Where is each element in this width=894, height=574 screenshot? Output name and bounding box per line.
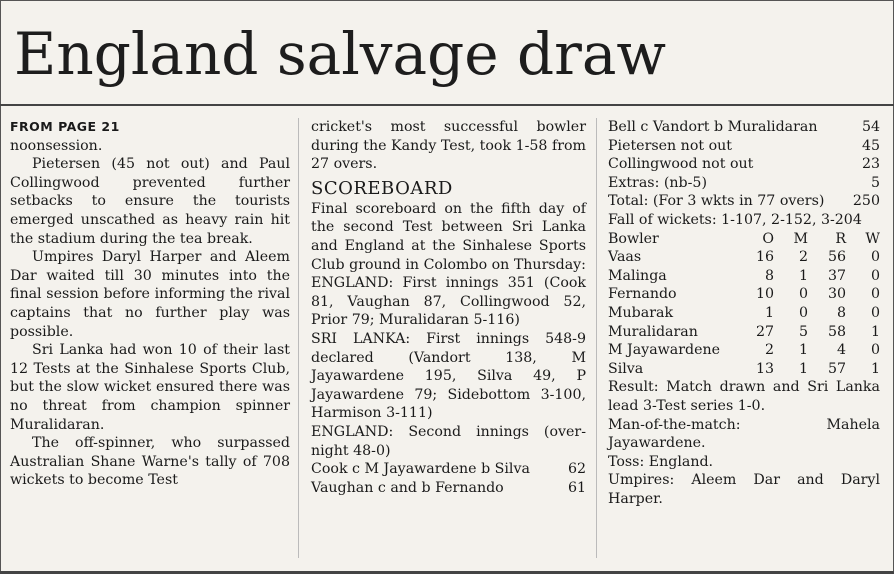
wickets: 0 xyxy=(870,286,880,303)
headline: England salvage draw xyxy=(14,20,667,88)
overs: 16 xyxy=(755,249,774,266)
paragraph: SRI LANKA: First innings 548-9 declared (Vandort 138, M Jayawardene 195, Silva 49, P Jayawardene 79; Sidebottom 3-100, Harmison 3-111) xyxy=(311,330,586,422)
column-1 xyxy=(10,118,290,490)
column-3 xyxy=(608,118,880,508)
bowler: Fernando xyxy=(608,286,677,303)
runs: 62 xyxy=(567,461,586,478)
runs: 37 xyxy=(827,267,846,284)
runs: 54 xyxy=(861,119,880,135)
header-wickets: W xyxy=(865,230,880,247)
runs: 58 xyxy=(827,323,846,340)
umpires: Umpires: Aleem Dar and Daryl Harper. xyxy=(608,472,880,507)
runs: 4 xyxy=(836,342,846,359)
paragraph: Sri Lanka had won 10 of their last 12 Tests at the Sinhalese Sports Club, but the slow wicket ensured there was no threat from champion spinner Muralidaran. xyxy=(10,342,290,433)
total-row xyxy=(608,192,880,211)
maidens: 0 xyxy=(798,304,808,321)
batsman: Cook c M Jayawardene b Silva xyxy=(311,461,530,478)
batting-row xyxy=(608,155,880,174)
overs: 13 xyxy=(755,360,774,377)
toss: Toss: England. xyxy=(608,453,714,470)
runs: 30 xyxy=(827,286,846,303)
total-label: Total: (For 3 wkts in 77 overs) xyxy=(608,193,825,210)
header-bowler: Bowler xyxy=(608,230,659,247)
bowling-row xyxy=(608,304,880,323)
total-value: 250 xyxy=(852,193,880,210)
header-overs: O xyxy=(762,230,774,247)
bowling-row xyxy=(608,285,880,304)
paragraph: The off-spinner, who surpassed Australian Shane Warne's tally of 708 wickets to become Test xyxy=(10,435,290,489)
column-2 xyxy=(311,118,586,497)
header-runs: R xyxy=(835,230,846,247)
extras-row xyxy=(608,174,880,193)
fall-of-wickets: Fall of wickets: 1-107, 2-152, 3-204 xyxy=(608,211,862,228)
batting-row xyxy=(608,118,880,137)
paragraph: ENGLAND: First innings 351 (Cook 81, Vaughan 87, Collingwood 52, Prior 79; Muralidaran 5-116) xyxy=(311,275,586,329)
overs: 2 xyxy=(764,342,774,359)
wickets: 0 xyxy=(870,342,880,359)
wickets: 1 xyxy=(870,360,880,377)
runs: 57 xyxy=(827,360,846,377)
column-divider xyxy=(298,118,299,558)
overs: 27 xyxy=(755,323,774,340)
runs: 45 xyxy=(861,137,880,154)
bowling-row xyxy=(608,267,880,286)
wickets: 1 xyxy=(870,323,880,340)
paragraph: Umpires Daryl Harper and Aleem Dar waited till 30 minutes into the final session before informing the rival captains that no further play was possible. xyxy=(10,249,290,340)
bowling-table xyxy=(608,230,880,379)
header-maidens: M xyxy=(793,230,808,247)
overs: 10 xyxy=(755,286,774,303)
maidens: 2 xyxy=(798,249,808,266)
result: Result: Match drawn and Sri Lanka lead 3-Test series 1-0. xyxy=(608,379,880,414)
paragraph: Pietersen (45 not out) and Paul Collingwood prevented further setbacks to ensure the tourists emerged unscathed as heavy rain hit the stadium during the tea break. xyxy=(10,156,290,247)
bowler: Silva xyxy=(608,360,644,377)
runs: 8 xyxy=(836,304,846,321)
batsman: Collingwood not out xyxy=(608,156,754,173)
column-divider xyxy=(596,118,597,558)
batting-row xyxy=(311,460,586,479)
paragraph: noonsession. xyxy=(10,137,103,154)
overs: 1 xyxy=(764,304,774,321)
extras-label: Extras: (nb-5) xyxy=(608,174,707,191)
bowler: M Jayawardene xyxy=(608,342,721,359)
bowler: Mubarak xyxy=(608,304,674,321)
wickets: 0 xyxy=(870,304,880,321)
maidens: 0 xyxy=(798,286,808,303)
bowler: Vaas xyxy=(608,249,642,266)
bowling-row xyxy=(608,341,880,360)
batting-row xyxy=(608,137,880,156)
batsman: Bell c Vandort b Muralidaran xyxy=(608,119,818,135)
maidens: 1 xyxy=(798,360,808,377)
overs: 8 xyxy=(764,267,774,284)
maidens: 1 xyxy=(798,342,808,359)
kicker: FROM PAGE 21 xyxy=(10,119,120,134)
extras-value: 5 xyxy=(870,174,880,191)
bowling-row xyxy=(608,248,880,267)
wickets: 0 xyxy=(870,249,880,266)
batsman: Pietersen not out xyxy=(608,137,732,154)
man-of-the-match: Man-of-the-match: Mahela Jayawardene. xyxy=(608,416,880,452)
batsman: Vaughan c and b Fernando xyxy=(311,479,504,496)
paragraph: cricket's most successful bowler during the Kandy Test, took 1-58 from 27 overs. xyxy=(311,119,586,173)
runs: 61 xyxy=(567,479,586,496)
paragraph: ENGLAND: Second innings (over-night 48-0) xyxy=(311,423,586,459)
runs: 56 xyxy=(827,249,846,266)
wickets: 0 xyxy=(870,267,880,284)
bowling-header xyxy=(608,230,880,249)
batting-row xyxy=(311,479,586,498)
paragraph: Final scoreboard on the fifth day of the second Test between Sri Lanka and England at the Sinhalese Sports Club ground in Colombo on Thursday: xyxy=(311,200,586,273)
headline-rule xyxy=(0,104,894,106)
bowler: Muralidaran xyxy=(608,323,698,340)
maidens: 1 xyxy=(798,267,808,284)
scoreboard-title: SCOREBOARD xyxy=(311,177,453,199)
runs: 23 xyxy=(861,156,880,173)
bowling-row xyxy=(608,360,880,379)
maidens: 5 xyxy=(798,323,808,340)
bowling-row xyxy=(608,323,880,342)
bowler: Malinga xyxy=(608,267,667,284)
